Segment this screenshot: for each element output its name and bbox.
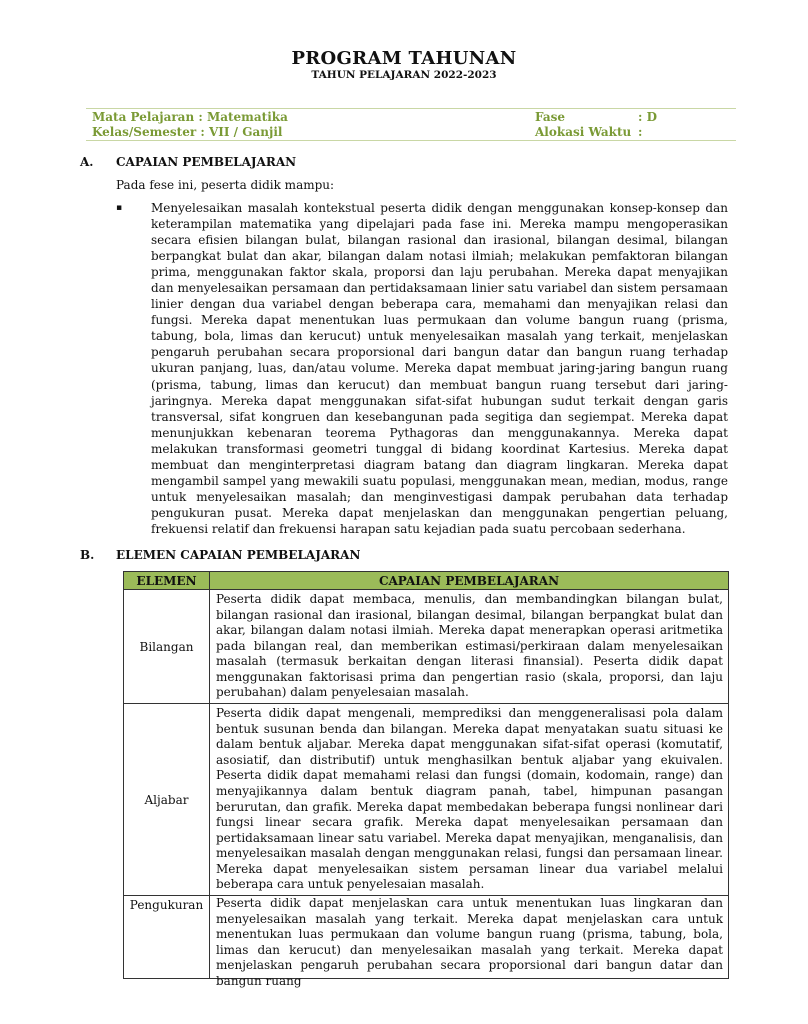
capaian-cell bbox=[210, 896, 729, 988]
capaian-paragraph: Menyelesaikan masalah kontekstual peserta didik dengan menggunakan konsep-konsep dan keterampilan matematika yang dipelajari pada fase ini. Mereka mampu mengoperasikan secara efisien bilangan bulat, bilangan rasional dan irasional, bilangan desimal, bilangan berpangkat bulat dan akar, bilangan dalam notasi ilmiah; melakukan pemfaktoran bilangan prima, menggunakan faktor skala, proporsi dan laju perubahan. Mereka dapat menyajikan dan menyelesaikan persamaan dan pertidaksamaan linier satu variabel dan sistem persamaan linier dengan dua variabel dengan beberapa cara, memahami dan menyajikan relasi dan fungsi. Mereka dapat menentukan luas permukaan dan volume bangun ruang (prisma, tabung, bola, limas dan kerucut) untuk menyelesaikan masalah yang terkait, menjelaskan pengaruh perubahan secara proporsional dari bangun datar dan bangun ruang terhadap ukuran panjang, luas, dan/atau volume. Mereka dapat membuat jaring-jaring bangun ruang (prisma, tabung, limas dan kerucut) dan membuat bangun ruang tersebut dari jaring- jaringnya. Mereka dapat menggunakan sifat-sifat hubungan sudut terkait dengan garis transversal, sifat kongruen dan kesebangunan pada segitiga dan segiempat. Mereka dapat menunjukkan kebenaran teorema Pythagoras dan menggunakannya. Mereka dapat melakukan transformasi geometri tunggal di bidang koordinat Kartesius. Mereka dapat membuat dan menginterpretasi diagram batang dan diagram lingkaran. Mereka dapat mengambil sampel yang mewakili suatu populasi, menggunakan mean, median, modus, range untuk menyelesaikan masalah; dan menginvestigasi dampak perubahan data terhadap pengukuran pusat. Mereka dapat menjelaskan dan menggunakan pengertian peluang, frekuensi relatif dan frekuensi harapan satu kejadian pada suatu percobaan sederhana. bbox=[151, 201, 728, 536]
fase-label: Fase bbox=[535, 110, 566, 124]
section-b-title: ELEMEN CAPAIAN PEMBELAJARAN bbox=[116, 548, 361, 562]
page-title: PROGRAM TAHUNAN bbox=[291, 48, 517, 69]
elemen-table bbox=[123, 571, 729, 988]
section-a-intro: Pada fese ini, peserta didik mampu: bbox=[116, 178, 335, 192]
alokasi-waktu-value: : bbox=[638, 125, 643, 139]
section-a-letter: A. bbox=[80, 155, 94, 169]
header-elemen: ELEMEN bbox=[124, 572, 210, 590]
page-subtitle: TAHUN PELAJARAN 2022-2023 bbox=[311, 69, 497, 81]
table-row bbox=[124, 590, 729, 704]
section-a-title: CAPAIAN PEMBELAJARAN bbox=[116, 155, 297, 169]
fase-value: : D bbox=[638, 110, 658, 124]
capaian-text: Peserta didik dapat menjelaskan cara untuk menentukan luas lingkaran dan menyelesaikan masalah yang terkait. Mereka dapat menjelaskan cara untuk menentukan luas permukaan dan volume bangun ruang (prisma, tabung, bola, limas dan kerucut) dan menyelesaikan masalah yang terkait. Mereka dapat menjelaskan pengaruh perubahan secara proporsional dari bangun datar dan bangun ruang bbox=[216, 896, 723, 988]
elemen-cell: Pengukuran bbox=[124, 896, 210, 979]
kelas-semester: Kelas/Semester : VII / Ganjil bbox=[92, 125, 283, 139]
capaian-cell: Peserta didik dapat mengenali, memprediksi dan menggeneralisasi pola dalam bentuk susunan benda dan bilangan. Mereka dapat menyatakan suatu situasi ke dalam bentuk aljabar. Mereka dapat menggunakan sifat-sifat operasi (komutatif, asosiatif, dan distributif) untuk menghasilkan bentuk aljabar yang ekuivalen. Peserta didik dapat memahami relasi dan fungsi (domain, kodomain, range) dan menyajikannya dalam bentuk diagram panah, tabel, himpunan pasangan berurutan, dan grafik. Mereka dapat membedakan beberapa fungsi nonlinear dari fungsi linear secara grafik. Mereka dapat menyelesaikan persamaan dan pertidaksamaan linear satu variabel. Mereka dapat menyajikan, menganalisis, dan menyelesaikan masalah dengan menggunakan relasi, fungsi dan persamaan linear. Mereka dapat menyelesaikan sistem persaman linear dua variabel melalui beberapa cara untuk penyelesaian masalah. bbox=[210, 704, 729, 896]
elemen-cell: Aljabar bbox=[124, 704, 210, 896]
section-b-letter: B. bbox=[80, 548, 95, 562]
table-row bbox=[124, 704, 729, 896]
mata-pelajaran: Mata Pelajaran : Matematika bbox=[92, 110, 288, 124]
capaian-cell: Peserta didik dapat membaca, menulis, dan membandingkan bilangan bulat, bilangan rasional dan irasional, bilangan desimal, bilangan berpangkat bulat dan akar, bilangan dalam notasi ilmiah. Mereka dapat menerapkan operasi aritmetika pada bilangan real, dan memberikan estimasi/perkiraan dalam menyelesaikan masalah (termasuk berkaitan dengan literasi finansial). Peserta didik dapat menggunakan faktorisasi prima dan pengertian rasio (skala, proporsi, dan laju perubahan) dalam penyelesaian masalah. bbox=[210, 590, 729, 704]
table-row bbox=[124, 896, 729, 979]
info-block bbox=[86, 108, 736, 141]
table-header-row bbox=[124, 572, 729, 590]
bullet-marker: ▪ bbox=[116, 203, 123, 213]
alokasi-waktu-label: Alokasi Waktu bbox=[535, 125, 632, 139]
header-capaian: CAPAIAN PEMBELAJARAN bbox=[210, 572, 729, 590]
elemen-cell: Bilangan bbox=[124, 590, 210, 704]
